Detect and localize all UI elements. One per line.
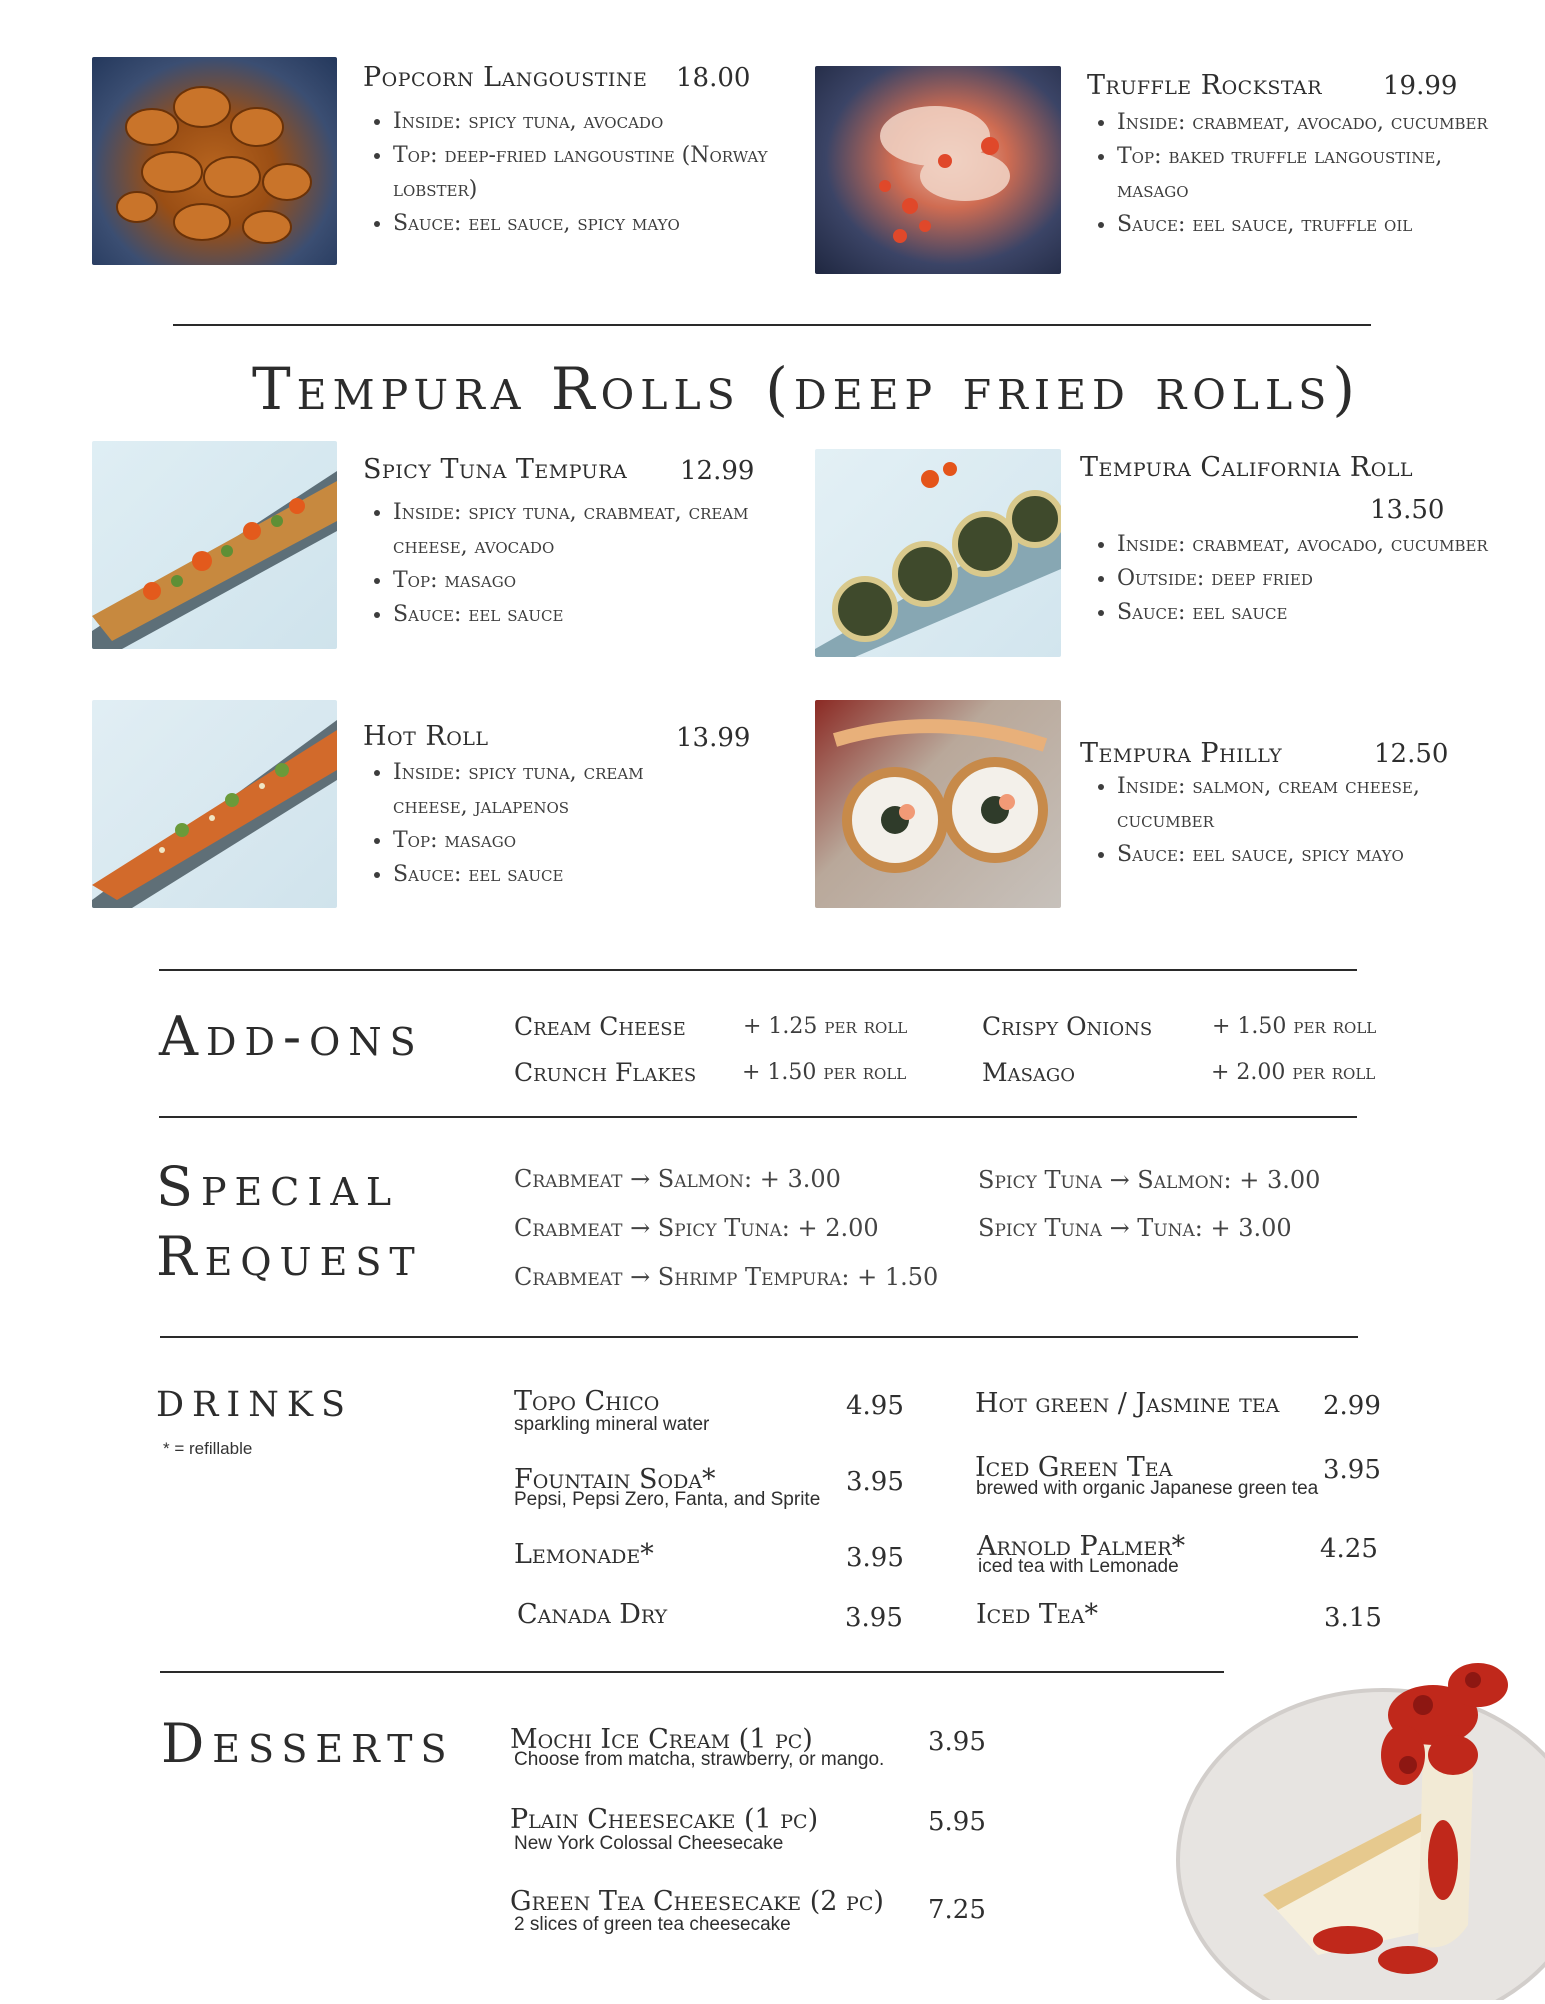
hot-roll-price: 13.99 [676, 723, 751, 753]
drink-price: 3.95 [846, 1543, 904, 1573]
hot-roll-details [363, 756, 723, 892]
detail-line: • Sauce: eel sauce [1117, 596, 1517, 630]
popcorn-langoustine-photo [92, 57, 337, 265]
special-request-item: Crabmeat → Salmon: + 3.00 [514, 1165, 841, 1193]
tempura-california-roll-details [1087, 528, 1517, 630]
detail-line: • Sauce: eel sauce, spicy mayo [393, 207, 793, 241]
truffle-rockstar-name: Truffle Rockstar [1087, 70, 1323, 101]
truffle-rockstar-details [1087, 106, 1507, 242]
tempura-philly-name: Tempura Philly [1080, 738, 1283, 769]
drink-desc: brewed with organic Japanese green tea [976, 1478, 1319, 1499]
dessert-price: 5.95 [928, 1807, 986, 1837]
drink-price: 4.25 [1320, 1534, 1378, 1564]
detail-line: • Top: masago [393, 564, 793, 598]
special-request-title-line1: Special [156, 1155, 400, 1218]
detail-line: • Outside: deep fried [1117, 562, 1517, 596]
detail-line: • Inside: salmon, cream cheese, cucumber [1117, 770, 1517, 838]
dessert-desc: New York Colossal Cheesecake [514, 1833, 784, 1854]
divider-1 [173, 324, 1371, 326]
drink-desc: iced tea with Lemonade [978, 1556, 1179, 1577]
dessert-desc: 2 slices of green tea cheesecake [514, 1914, 791, 1935]
addon-name: Cream Cheese [514, 1012, 686, 1041]
tempura-philly-price: 12.50 [1374, 739, 1449, 769]
detail-line: • Top: baked truffle langoustine, masago [1117, 140, 1507, 208]
refillable-note: * = refillable [163, 1439, 253, 1458]
drink-price: 3.15 [1324, 1603, 1382, 1633]
special-request-item: Crabmeat → Shrimp Tempura: + 1.50 [514, 1263, 939, 1291]
truffle-rockstar-photo [815, 66, 1061, 274]
tempura-section-title: Tempura Rolls (deep fried rolls) [252, 355, 1361, 423]
popcorn-langoustine-details [363, 105, 793, 241]
dessert-price: 7.25 [928, 1895, 986, 1925]
detail-line: • Top: deep-fried langoustine (Norway lobster) [393, 139, 793, 207]
drink-name: Canada Dry [517, 1599, 668, 1630]
spicy-tuna-tempura-photo [92, 441, 337, 649]
drink-price: 4.95 [846, 1391, 904, 1421]
tempura-california-roll-name: Tempura California Roll [1080, 452, 1414, 483]
tempura-california-roll-price: 13.50 [1370, 495, 1445, 525]
detail-line: • Inside: spicy tuna, avocado [393, 105, 793, 139]
divider-5 [160, 1671, 1224, 1673]
detail-line: • Top: masago [393, 824, 723, 858]
dessert-name: Mochi Ice Cream (1 pc) [510, 1724, 813, 1755]
dessert-name: Plain Cheesecake (1 pc) [510, 1804, 819, 1835]
drink-desc: Pepsi, Pepsi Zero, Fanta, and Sprite [514, 1489, 821, 1510]
spicy-tuna-tempura-details [363, 496, 793, 632]
divider-4 [160, 1336, 1358, 1338]
spicy-tuna-tempura-price: 12.99 [680, 456, 755, 486]
spicy-tuna-tempura-name: Spicy Tuna Tempura [363, 454, 628, 485]
addon-name: Masago [982, 1058, 1076, 1087]
addons-section-title: Add-ons [159, 1005, 424, 1068]
drink-name: Hot green / Jasmine tea [975, 1388, 1280, 1419]
special-request-item: Crabmeat → Spicy Tuna: + 2.00 [514, 1214, 879, 1242]
dessert-desc: Choose from matcha, strawberry, or mango. [514, 1749, 885, 1770]
drink-name: Iced Tea* [976, 1599, 1098, 1630]
tempura-california-roll-photo [815, 449, 1061, 657]
detail-line: • Sauce: eel sauce [393, 598, 793, 632]
addon-price: + 2.00 per roll [1211, 1060, 1376, 1085]
special-request-item: Spicy Tuna → Salmon: + 3.00 [978, 1166, 1321, 1194]
special-request-title-line2: Request [156, 1225, 423, 1288]
detail-line: • Inside: spicy tuna, crabmeat, cream cheese, avocado [393, 496, 793, 564]
dessert-price: 3.95 [928, 1727, 986, 1757]
tempura-philly-photo [815, 700, 1061, 908]
drinks-section-title: drinks [156, 1370, 353, 1428]
detail-line: • Inside: crabmeat, avocado, cucumber [1117, 106, 1507, 140]
drink-desc: sparkling mineral water [514, 1414, 710, 1435]
drink-name: Arnold Palmer* [977, 1531, 1186, 1562]
hot-roll-name: Hot Roll [363, 721, 489, 752]
detail-line: • Inside: crabmeat, avocado, cucumber [1117, 528, 1517, 562]
drink-name: Fountain Soda* [514, 1464, 716, 1495]
cheesecake-photo [1168, 1625, 1545, 2000]
drink-name: Topo Chico [514, 1386, 660, 1417]
special-request-item: Spicy Tuna → Tuna: + 3.00 [978, 1214, 1292, 1242]
addon-name: Crispy Onions [982, 1012, 1153, 1041]
drink-price: 3.95 [846, 1467, 904, 1497]
detail-line: • Sauce: eel sauce, spicy mayo [1117, 838, 1517, 872]
drink-price: 2.99 [1323, 1391, 1381, 1421]
addon-price: + 1.25 per roll [743, 1014, 908, 1039]
tempura-philly-details [1087, 770, 1517, 872]
divider-2 [159, 969, 1357, 971]
hot-roll-photo [92, 700, 337, 908]
detail-line: • Inside: spicy tuna, cream cheese, jalapenos [393, 756, 723, 824]
drink-name: Iced Green Tea [975, 1452, 1173, 1483]
detail-line: • Sauce: eel sauce [393, 858, 723, 892]
addon-name: Crunch Flakes [514, 1058, 697, 1087]
detail-line: • Sauce: eel sauce, truffle oil [1117, 208, 1507, 242]
drink-price: 3.95 [1323, 1455, 1381, 1485]
drink-name: Lemonade* [514, 1539, 654, 1570]
popcorn-langoustine-price: 18.00 [676, 63, 751, 93]
popcorn-langoustine-name: Popcorn Langoustine [363, 62, 648, 93]
drink-price: 3.95 [845, 1603, 903, 1633]
divider-3 [159, 1116, 1357, 1118]
truffle-rockstar-price: 19.99 [1383, 71, 1458, 101]
addon-price: + 1.50 per roll [1212, 1014, 1377, 1039]
desserts-section-title: Desserts [161, 1712, 455, 1775]
dessert-name: Green Tea Cheesecake (2 pc) [510, 1886, 884, 1917]
addon-price: + 1.50 per roll [742, 1060, 907, 1085]
